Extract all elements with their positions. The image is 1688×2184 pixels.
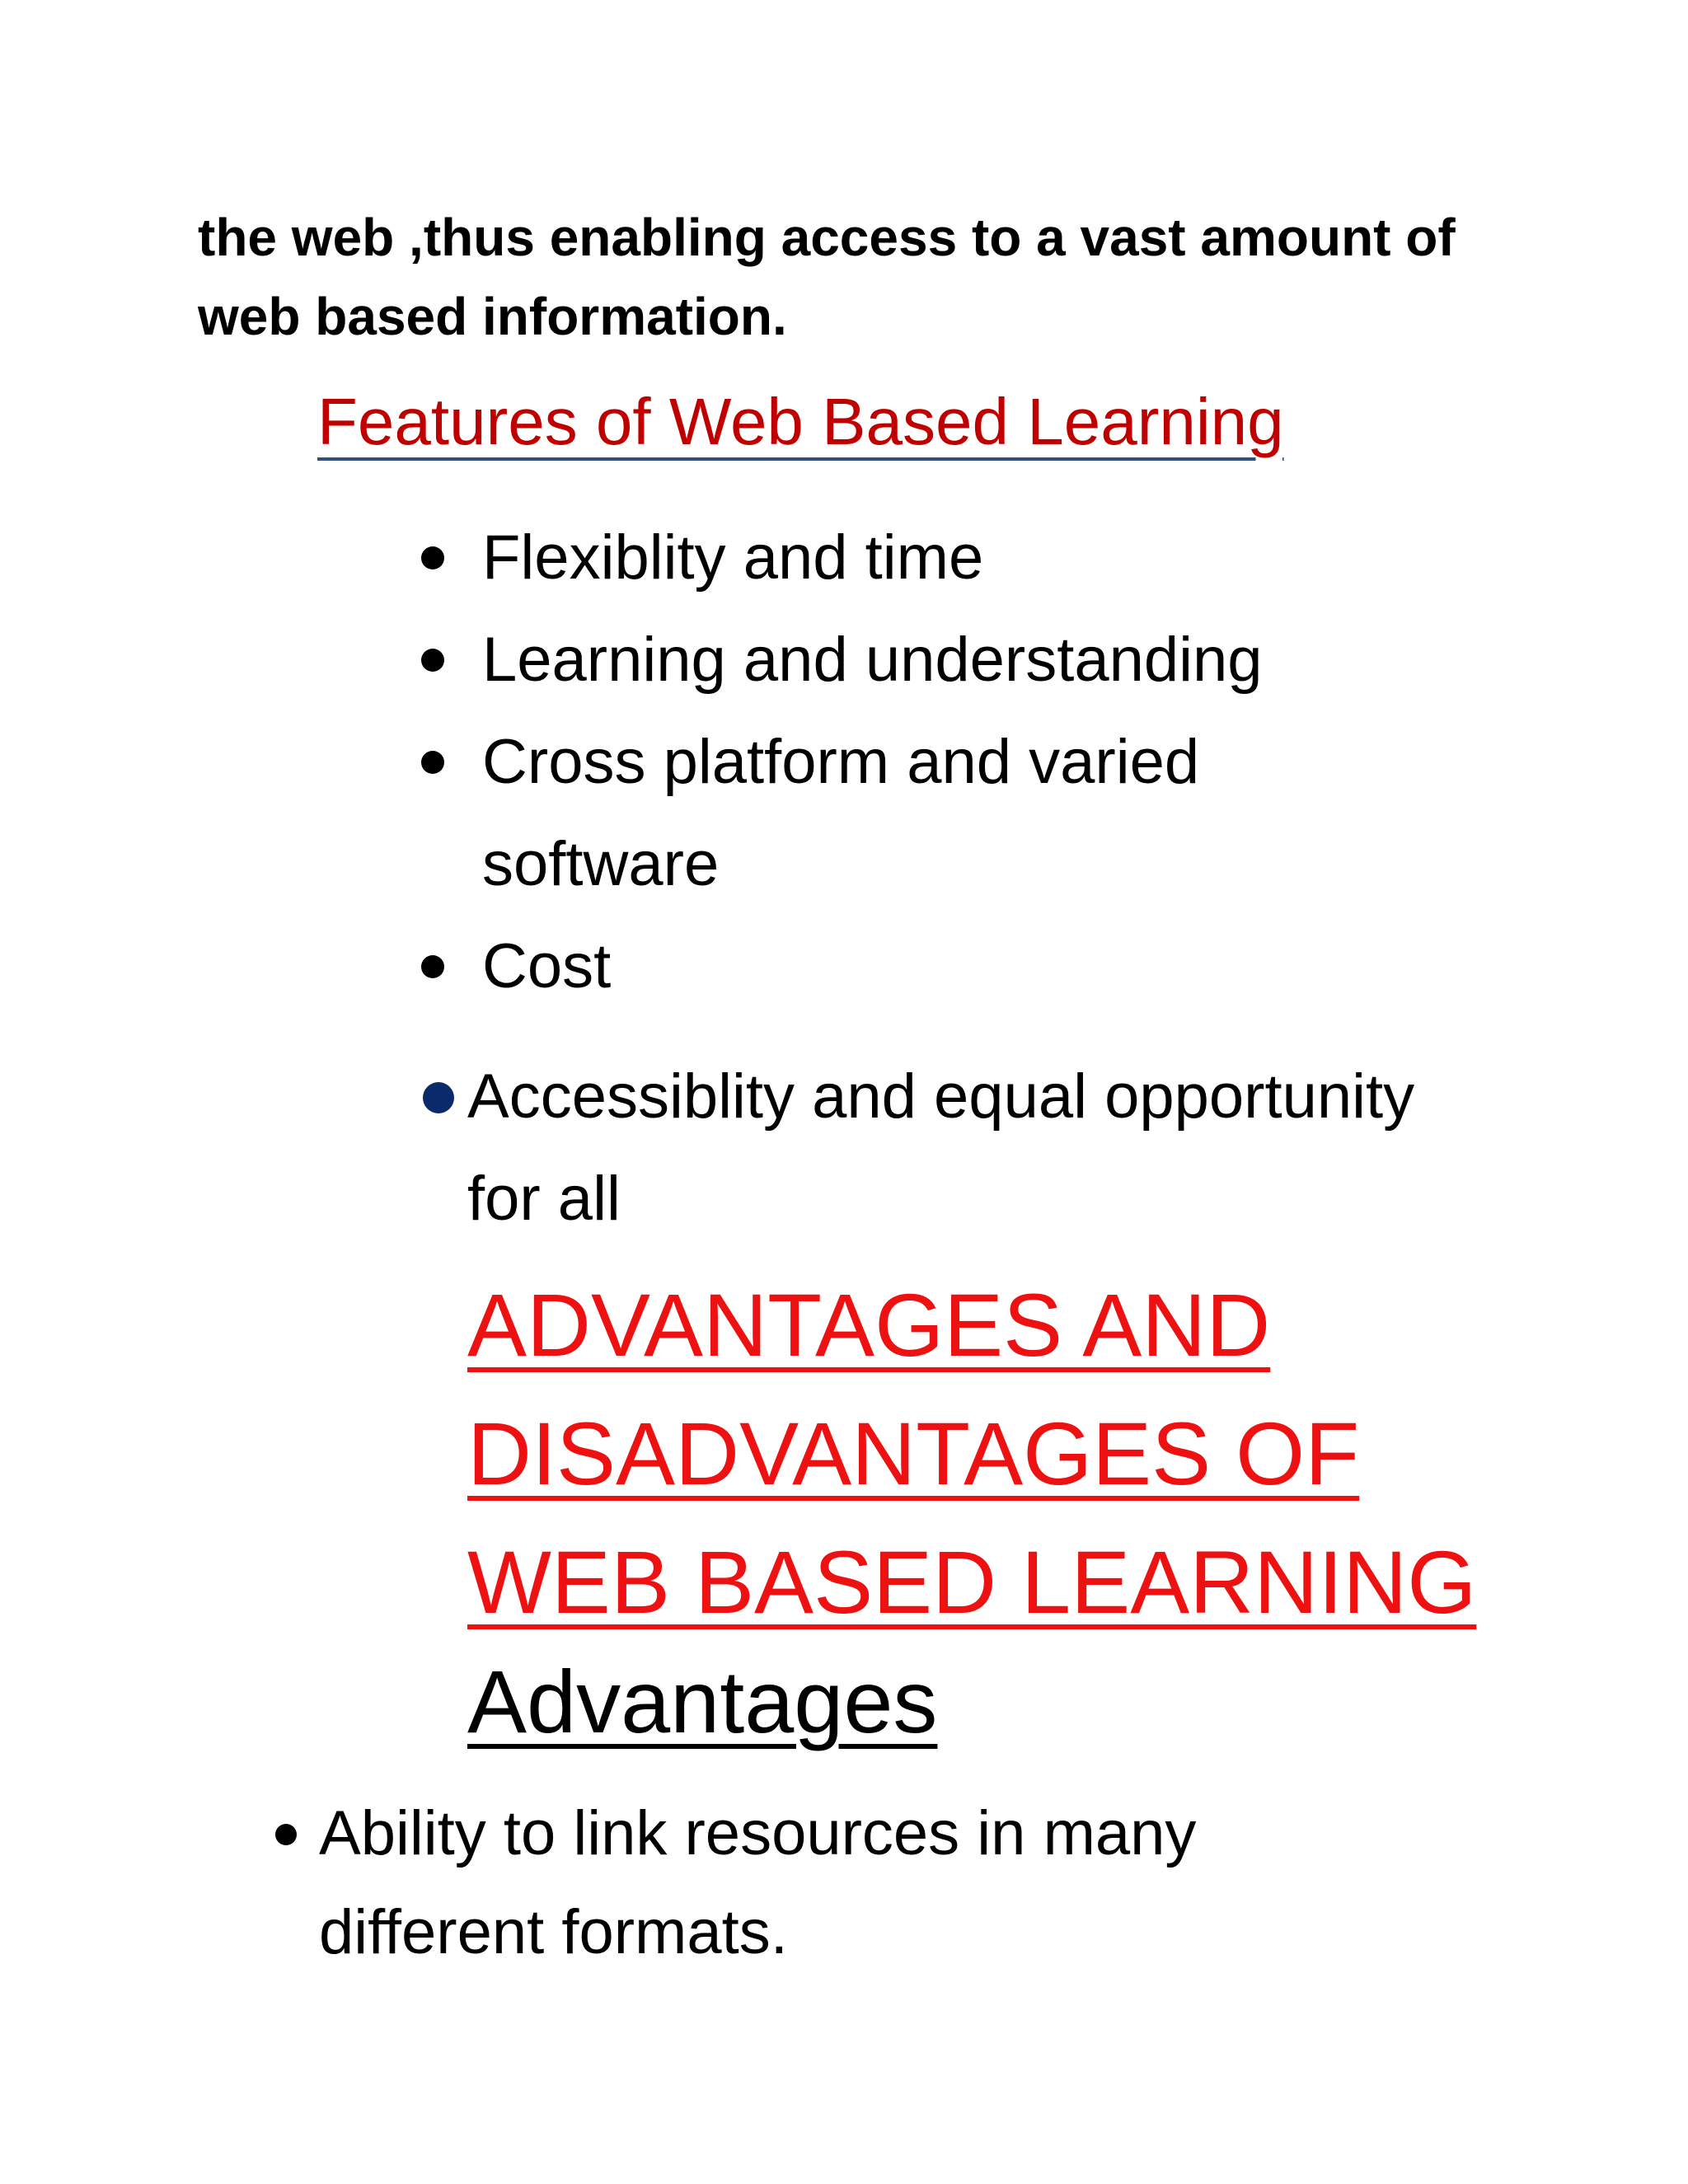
heading-line: DISADVANTAGES OF bbox=[467, 1404, 1360, 1503]
heading-line: ADVANTAGES AND bbox=[467, 1275, 1271, 1375]
advantage-item-text: Ability to link resources in many different formats. bbox=[319, 1798, 1197, 1967]
list-item bbox=[416, 711, 1447, 916]
feature-item-text: Cost bbox=[482, 931, 612, 1001]
advantages-heading: Advantages bbox=[467, 1652, 938, 1751]
bullet-icon bbox=[421, 955, 444, 978]
bullet-icon bbox=[421, 546, 444, 569]
list-item bbox=[272, 1784, 1426, 1982]
list-item bbox=[416, 507, 1447, 609]
bullet-icon bbox=[275, 1824, 297, 1845]
feature-item-text: Learning and understanding bbox=[482, 625, 1263, 695]
bullet-icon bbox=[423, 1082, 454, 1113]
feature-item-text: Accessiblity and equal opportunity for all bbox=[467, 1062, 1415, 1234]
list-item bbox=[416, 1046, 1447, 1250]
advantages-list bbox=[272, 1784, 1426, 1982]
list-item bbox=[416, 916, 1447, 1018]
feature-item-text: Flexiblity and time bbox=[482, 523, 984, 593]
intro-paragraph: the web ,thus enabling access to a vast amount of web based information. bbox=[198, 208, 1456, 346]
list-item bbox=[416, 609, 1447, 711]
advantages-disadvantages-heading bbox=[467, 1261, 1476, 1647]
features-list bbox=[416, 507, 1447, 1250]
features-heading: Features of Web Based Learning bbox=[317, 385, 1284, 458]
feature-item-text: Cross platform and varied software bbox=[482, 727, 1200, 899]
heading-line: WEB BASED LEARNING bbox=[467, 1532, 1477, 1632]
bullet-icon bbox=[421, 751, 444, 774]
bullet-icon bbox=[421, 649, 444, 672]
